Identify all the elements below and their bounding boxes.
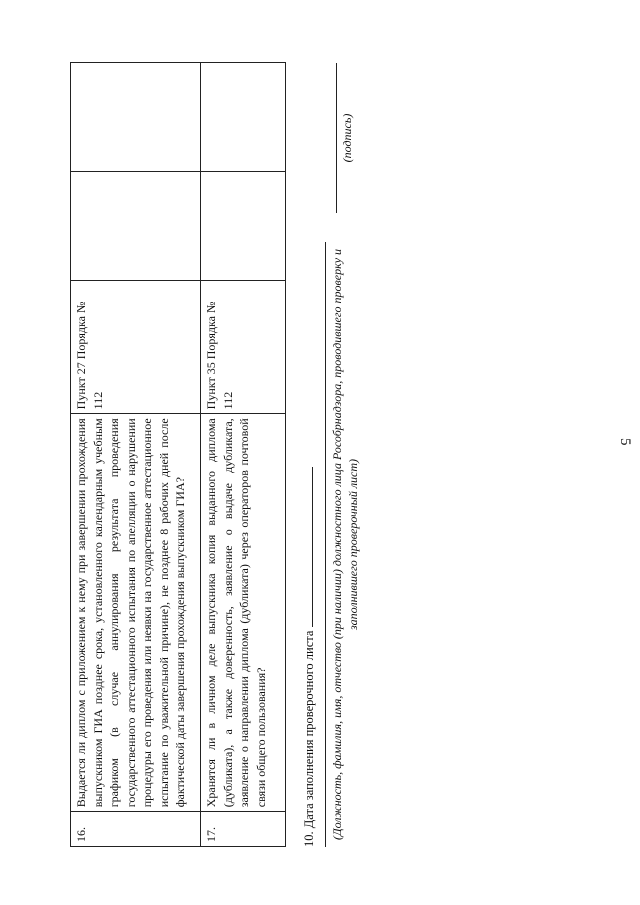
- official-position-label: (Должность, фамилия, имя, отчество (при наличии) должностного лица Рособрнадзора, проводившего проверку и заполнившего проверочный лист): [330, 248, 360, 841]
- row-reference: Пункт 27 Порядка № 112: [71, 280, 201, 413]
- fill-date-blank: [300, 467, 313, 627]
- table-row: [201, 63, 286, 847]
- page-number: 5: [617, 438, 633, 446]
- row-answer-cell: [201, 63, 286, 172]
- row-number: 16.: [71, 812, 201, 847]
- official-signature-rule: [325, 242, 326, 847]
- signature-rule: [336, 63, 337, 213]
- signature-hint: (подпись): [340, 113, 354, 163]
- row-question: Хранятся ли в личном деле выпускника копия выданного диплома (дубликата), а также доверенность, заявление о выдаче дубликата, заявление о направлении диплома (дубликата) через операторов почтовой связи общего пользования?: [201, 414, 286, 812]
- table-row: [71, 63, 201, 847]
- row-question: Выдается ли диплом с приложением к нему при завершении прохождения выпускником ГИА позднее срока, установленного календарным учебным графиком (в случае аннулирования результата проведения государственного аттестационного испытания по апелляции о нарушении процедуры его проведения или неявки на государственное аттестационное испытание по уважительной причине), не позднее 8 рабочих дней после фактической даты завершения прохождения выпускником ГИА?: [71, 414, 201, 812]
- row-reference: Пункт 35 Порядка № 112: [201, 280, 286, 413]
- fill-date-line: [300, 467, 317, 847]
- row-number: 17.: [201, 812, 286, 847]
- fill-date-label: 10. Дата заполнения проверочного листа: [302, 630, 316, 847]
- checklist-table: [70, 62, 286, 847]
- row-answer-cell: [71, 63, 201, 172]
- row-answer-cell: [201, 172, 286, 281]
- row-answer-cell: [71, 172, 201, 281]
